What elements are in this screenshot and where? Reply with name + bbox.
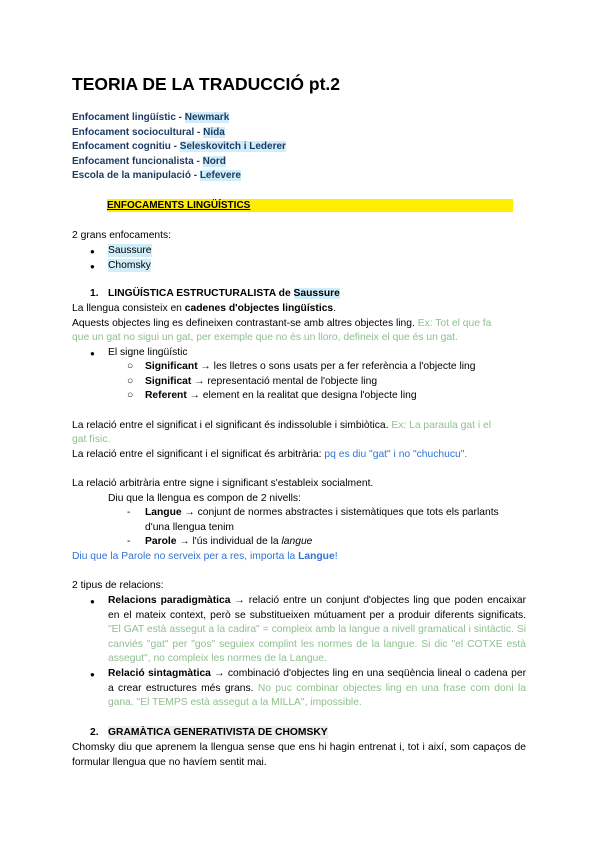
approach-line-4: Enfocament funcionalista - Nord	[72, 156, 226, 167]
approach-line-5: Escola de la manipulació - Lefevere	[72, 170, 241, 181]
langue-item: Langue → conjunt de normes abstractes i sistemàtiques que tots els parlants	[145, 507, 499, 518]
s2-number: 2.	[90, 727, 99, 738]
s1-paragraph-2-line-2: que un gat no sigui un gat, per exemple que no és un lloro, defineix el que és un gat.	[72, 332, 458, 343]
relacio-sintagmatica: Relació sintagmàtica → combinació d'objectes ling en una seqüència lineal o cadena per a crear estructures més grans. No puc combinar objectes ling en una frase com doni la gana. "El TEMPS està assegut a la MILLA", impossible.	[108, 668, 526, 709]
circle-bullet-icon: ○	[127, 376, 134, 387]
list-item-chomsky: Chomsky	[108, 260, 151, 271]
relacio-1-line-2: gat físic.	[72, 434, 111, 445]
list-item-saussure: Saussure	[108, 245, 152, 256]
circle-bullet-icon: ○	[127, 390, 134, 401]
sub-item-significat: Significat → representació mental de l'objecte ling	[145, 376, 378, 387]
s2-paragraph: Chomsky diu que aprenem la llengua sense que ens hi hagin entrenat i, tot i així, som capaços de formular llengua que no havíem sentit mai.	[72, 742, 526, 768]
bullet-icon: ●	[90, 670, 95, 679]
s2-heading: GRAMÀTICA GENERATIVISTA DE CHOMSKY	[108, 727, 328, 738]
nivells-intro: Diu que la llengua es compon de 2 nivells:	[108, 493, 301, 504]
s1-paragraph-2-line-1: Aquests objectes ling es defineixen contrastant-se amb altres objectes ling. Ex: Tot el que fa	[72, 318, 492, 329]
section-heading: ENFOCAMENTS LINGÜÍSTICS	[107, 199, 513, 212]
parole-item: Parole → l'ús individual de la langue	[145, 536, 313, 547]
tipus-relacions-intro: 2 tipus de relacions:	[72, 580, 164, 591]
dash-bullet-icon: -	[127, 536, 131, 547]
approach-line-1: Enfocament lingüístic - Newmark	[72, 112, 230, 123]
s1-number: 1.	[90, 288, 99, 299]
sub-item-referent: Referent → element en la realitat que designa l'objecte ling	[145, 390, 417, 401]
bullet-icon: ●	[90, 247, 95, 256]
grans-intro: 2 grans enfocaments:	[72, 230, 172, 241]
relacio-arbitraria: La relació arbitrària entre signe i significant s'estableix socialment.	[72, 478, 374, 489]
bullet-icon: ●	[90, 349, 95, 358]
parole-langue-note: Diu que la Parole no serveix per a res, importa la Langue!	[72, 551, 338, 562]
relacio-2: La relació entre el significant i el significat és arbitrària: pq es diu "gat" i no "chuchucu".	[72, 449, 468, 460]
bullet-icon: ●	[90, 597, 95, 606]
relacio-paradigmatica: Relacions paradigmàtica → relació entre un conjunt d'objectes ling que poden encaixar en el mateix context, però se substitueixen mútuament per a produir diferents significats. "El GAT està assegut a la cadira" = compleix amb la langue a nivell gramatical i sintàctic. Si canviés "gat" per "gos" seguiex complint les normes de la langue. Si dic "el COTXE està assegut", no compleix les normes de la Langue.	[108, 595, 527, 665]
circle-bullet-icon: ○	[127, 361, 134, 372]
bullet-icon: ●	[90, 262, 95, 271]
dash-bullet-icon: -	[127, 507, 131, 518]
approach-line-2: Enfocament sociocultural - Nida	[72, 127, 225, 138]
langue-item-line-2: d'una llengua tenim	[145, 522, 234, 533]
relacio-1-line-1: La relació entre el significat i el significant és indissoluble i simbiòtica. Ex: La paraula gat i el	[72, 420, 491, 431]
page-title: TEORIA DE LA TRADUCCIÓ pt.2	[72, 74, 341, 94]
signe-item: El signe lingüístic	[108, 347, 188, 358]
sub-item-significant: Significant → les lletres o sons usats per a fer referència a l'objecte ling	[145, 361, 476, 372]
s1-paragraph-1: La llengua consisteix en cadenes d'objectes lingüístics.	[72, 303, 337, 314]
s1-heading: LINGÜÍSTICA ESTRUCTURALISTA de Saussure	[108, 288, 340, 299]
approach-line-3: Enfocament cognitiu - Seleskovitch i Lederer	[72, 141, 286, 152]
